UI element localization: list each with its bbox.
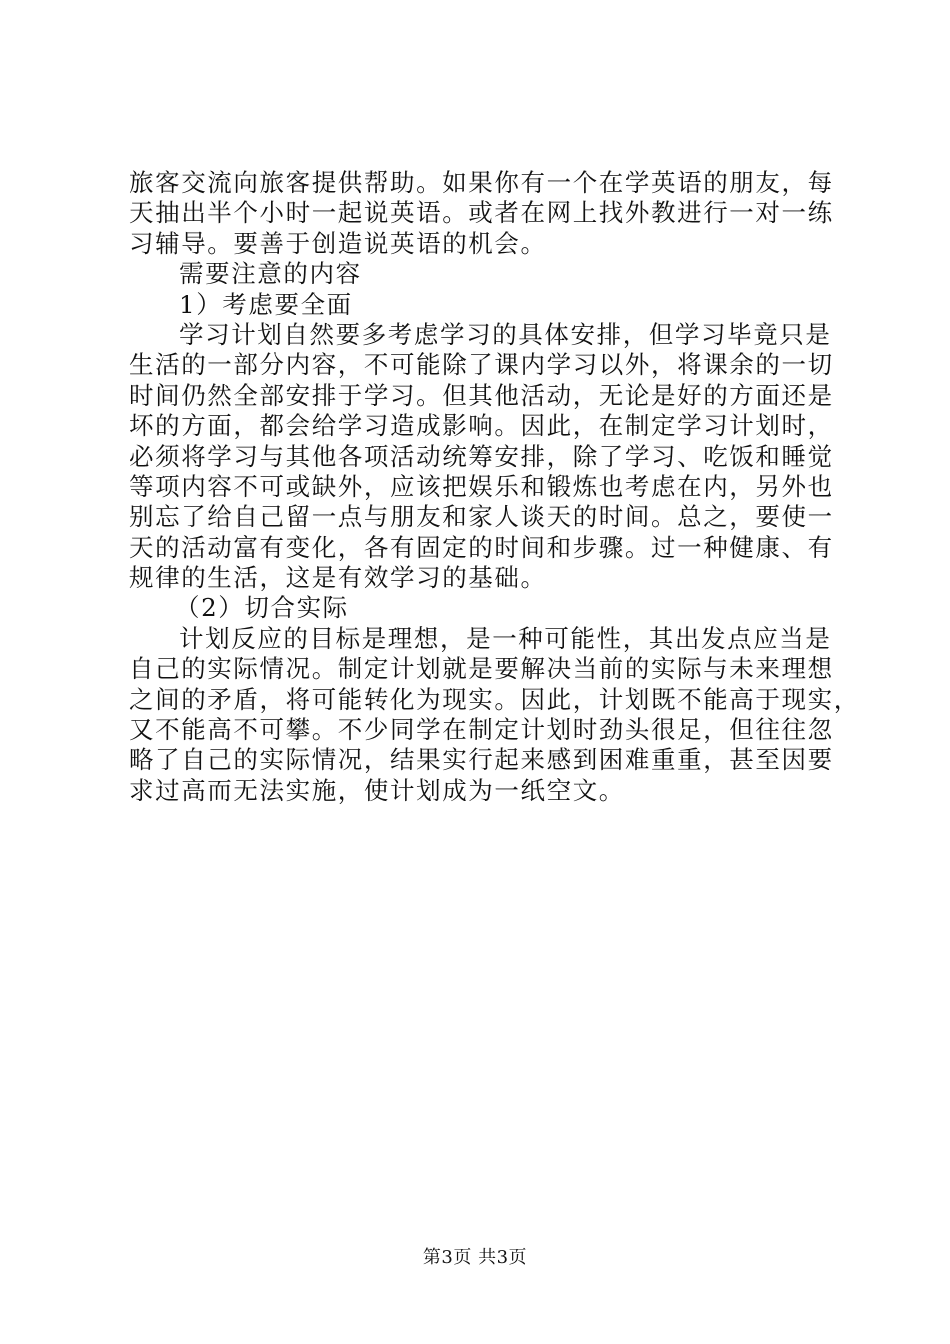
paragraph-line: 必须将学习与其他各项活动统筹安排，除了学习、吃饭和睡觉 <box>129 441 834 471</box>
paragraph-line: 规律的生活，这是有效学习的基础。 <box>129 563 547 593</box>
paragraph-line: 习辅导。要善于创造说英语的机会。 <box>129 228 547 258</box>
paragraph-line: 别忘了给自己留一点与朋友和家人谈天的时间。总之，要使一 <box>129 502 834 532</box>
subsection-heading: 1）考虑要全面 <box>179 289 353 319</box>
paragraph-line: 学习计划自然要多考虑学习的具体安排，但学习毕竟只是 <box>179 319 832 349</box>
section-heading: 需要注意的内容 <box>179 259 362 289</box>
paragraph-line: 旅客交流向旅客提供帮助。如果你有一个在学英语的朋友，每 <box>129 168 834 197</box>
document-body <box>129 168 860 806</box>
paragraph-line: 天的活动富有变化，各有固定的时间和步骤。过一种健康、有 <box>129 532 834 562</box>
paragraph-line: 生活的一部分内容，不可能除了课内学习以外，将课余的一切 <box>129 350 834 380</box>
paragraph-line: 天抽出半个小时一起说英语。或者在网上找外教进行一对一练 <box>129 198 834 228</box>
paragraph-line: 自己的实际情况。制定计划就是要解决当前的实际与未来理想 <box>129 654 834 684</box>
paragraph-line: 等项内容不可或缺外，应该把娱乐和锻炼也考虑在内，另外也 <box>129 471 834 501</box>
subsection-heading: （2）切合实际 <box>175 593 349 623</box>
paragraph-line: 又不能高不可攀。不少同学在制定计划时劲头很足，但往往忽 <box>129 715 834 745</box>
paragraph-line: 计划反应的目标是理想，是一种可能性，其出发点应当是 <box>179 623 832 653</box>
paragraph-line: 略了自己的实际情况，结果实行起来感到困难重重，甚至因要 <box>129 745 834 775</box>
paragraph-line: 之间的矛盾，将可能转化为现实。因此，计划既不能高于现实， <box>129 684 860 714</box>
paragraph-line: 时间仍然全部安排于学习。但其他活动，无论是好的方面还是 <box>129 380 834 410</box>
page-number: 第3页 共3页 <box>422 1247 528 1268</box>
paragraph-line: 求过高而无法实施，使计划成为一纸空文。 <box>129 775 625 805</box>
paragraph-line: 坏的方面，都会给学习造成影响。因此，在制定学习计划时， <box>129 411 834 441</box>
